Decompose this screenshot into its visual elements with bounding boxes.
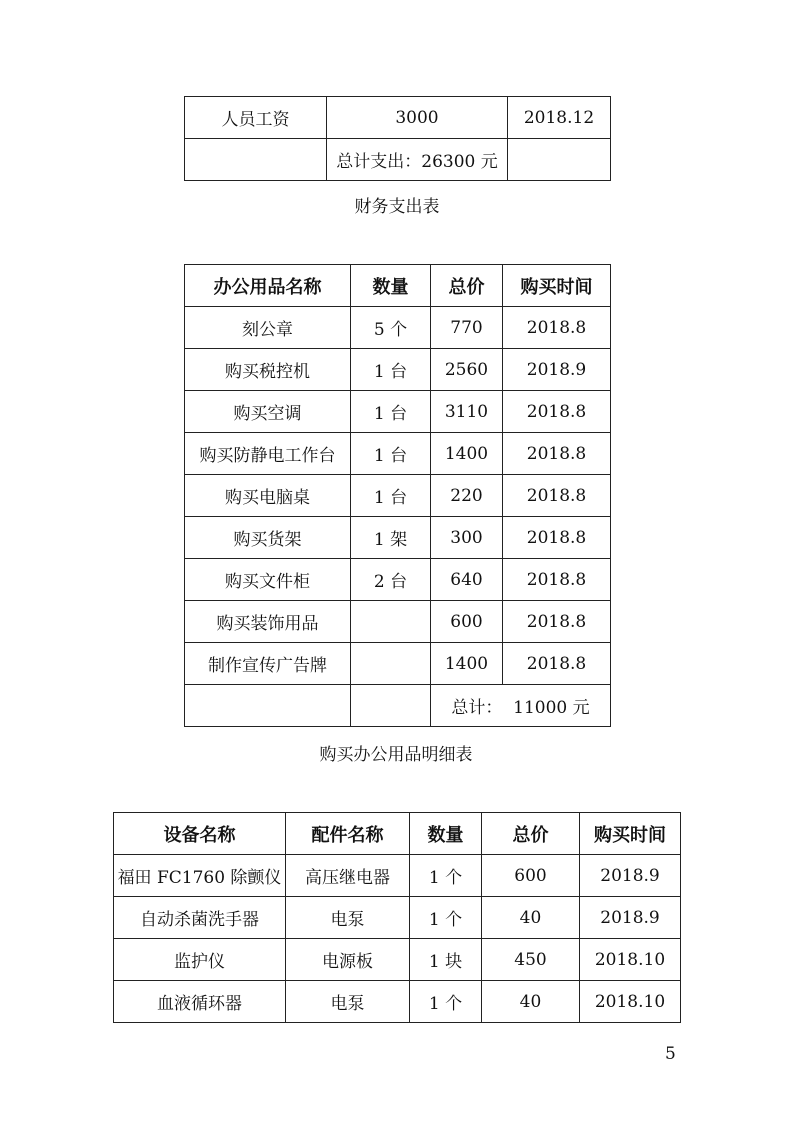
column-header: 配件名称 bbox=[286, 813, 410, 855]
column-header: 设备名称 bbox=[114, 813, 286, 855]
part-price-cell: 450 bbox=[482, 939, 580, 981]
column-header: 总价 bbox=[431, 265, 503, 307]
table-row bbox=[114, 939, 681, 981]
item-name-cell: 购买装饰用品 bbox=[185, 601, 351, 643]
table-row bbox=[114, 855, 681, 897]
part-date-cell: 2018.9 bbox=[580, 855, 681, 897]
column-header: 购买时间 bbox=[503, 265, 611, 307]
office-total-cell: 总计： 11000 元 bbox=[431, 685, 611, 727]
table-total-row bbox=[185, 685, 611, 727]
table-row bbox=[185, 433, 611, 475]
page-number: 5 bbox=[665, 1044, 676, 1064]
item-qty-cell bbox=[351, 643, 431, 685]
part-date-cell: 2018.10 bbox=[580, 939, 681, 981]
table-row bbox=[185, 391, 611, 433]
table-row bbox=[114, 897, 681, 939]
item-date-cell: 2018.8 bbox=[503, 559, 611, 601]
part-qty-cell: 1 个 bbox=[410, 897, 482, 939]
part-qty-cell: 1 个 bbox=[410, 981, 482, 1023]
item-name-cell: 刻公章 bbox=[185, 307, 351, 349]
part-name-cell: 电源板 bbox=[286, 939, 410, 981]
empty-cell bbox=[508, 139, 611, 181]
expense-item-cell: 人员工资 bbox=[185, 97, 327, 139]
item-qty-cell: 5 个 bbox=[351, 307, 431, 349]
part-qty-cell: 1 个 bbox=[410, 855, 482, 897]
item-qty-cell: 1 台 bbox=[351, 433, 431, 475]
table-row bbox=[185, 307, 611, 349]
part-name-cell: 高压继电器 bbox=[286, 855, 410, 897]
table-row bbox=[185, 475, 611, 517]
item-price-cell: 3110 bbox=[431, 391, 503, 433]
item-date-cell: 2018.9 bbox=[503, 349, 611, 391]
item-date-cell: 2018.8 bbox=[503, 475, 611, 517]
column-header: 购买时间 bbox=[580, 813, 681, 855]
item-qty-cell: 1 架 bbox=[351, 517, 431, 559]
table-row bbox=[185, 643, 611, 685]
item-qty-cell: 1 台 bbox=[351, 391, 431, 433]
item-price-cell: 220 bbox=[431, 475, 503, 517]
item-name-cell: 购买空调 bbox=[185, 391, 351, 433]
table-row bbox=[185, 559, 611, 601]
item-price-cell: 1400 bbox=[431, 643, 503, 685]
finance-table bbox=[184, 96, 611, 181]
item-price-cell: 770 bbox=[431, 307, 503, 349]
item-name-cell: 购买税控机 bbox=[185, 349, 351, 391]
device-name-cell: 福田 FC1760 除颤仪 bbox=[114, 855, 286, 897]
expense-date-cell: 2018.12 bbox=[508, 97, 611, 139]
part-date-cell: 2018.10 bbox=[580, 981, 681, 1023]
empty-cell bbox=[185, 139, 327, 181]
equipment-parts-table bbox=[113, 812, 681, 1023]
item-price-cell: 300 bbox=[431, 517, 503, 559]
item-name-cell: 购买电脑桌 bbox=[185, 475, 351, 517]
finance-table-caption: 财务支出表 bbox=[354, 197, 440, 217]
item-name-cell: 制作宣传广告牌 bbox=[185, 643, 351, 685]
table-row bbox=[185, 349, 611, 391]
part-price-cell: 600 bbox=[482, 855, 580, 897]
table-row bbox=[185, 601, 611, 643]
item-price-cell: 2560 bbox=[431, 349, 503, 391]
part-date-cell: 2018.9 bbox=[580, 897, 681, 939]
item-date-cell: 2018.8 bbox=[503, 517, 611, 559]
column-header: 办公用品名称 bbox=[185, 265, 351, 307]
table-header-row bbox=[114, 813, 681, 855]
item-date-cell: 2018.8 bbox=[503, 433, 611, 475]
device-name-cell: 监护仪 bbox=[114, 939, 286, 981]
office-table-caption: 购买办公用品明细表 bbox=[319, 745, 473, 765]
item-date-cell: 2018.8 bbox=[503, 307, 611, 349]
item-name-cell: 购买防静电工作台 bbox=[185, 433, 351, 475]
item-qty-cell: 1 台 bbox=[351, 475, 431, 517]
part-qty-cell: 1 块 bbox=[410, 939, 482, 981]
empty-cell bbox=[351, 685, 431, 727]
item-price-cell: 1400 bbox=[431, 433, 503, 475]
item-price-cell: 640 bbox=[431, 559, 503, 601]
item-name-cell: 购买货架 bbox=[185, 517, 351, 559]
expense-amount-cell: 3000 bbox=[327, 97, 508, 139]
part-name-cell: 电泵 bbox=[286, 897, 410, 939]
part-name-cell: 电泵 bbox=[286, 981, 410, 1023]
item-date-cell: 2018.8 bbox=[503, 601, 611, 643]
item-qty-cell: 1 台 bbox=[351, 349, 431, 391]
item-name-cell: 购买文件柜 bbox=[185, 559, 351, 601]
part-price-cell: 40 bbox=[482, 897, 580, 939]
item-price-cell: 600 bbox=[431, 601, 503, 643]
device-name-cell: 自动杀菌洗手器 bbox=[114, 897, 286, 939]
table-row bbox=[185, 97, 611, 139]
column-header: 数量 bbox=[351, 265, 431, 307]
column-header: 数量 bbox=[410, 813, 482, 855]
table-row bbox=[185, 517, 611, 559]
device-name-cell: 血液循环器 bbox=[114, 981, 286, 1023]
finance-total-cell: 总计支出：26300 元 bbox=[327, 139, 508, 181]
part-price-cell: 40 bbox=[482, 981, 580, 1023]
item-qty-cell bbox=[351, 601, 431, 643]
table-row bbox=[114, 981, 681, 1023]
table-total-row bbox=[185, 139, 611, 181]
item-date-cell: 2018.8 bbox=[503, 391, 611, 433]
item-qty-cell: 2 台 bbox=[351, 559, 431, 601]
item-date-cell: 2018.8 bbox=[503, 643, 611, 685]
empty-cell bbox=[185, 685, 351, 727]
office-supplies-table bbox=[184, 264, 611, 727]
column-header: 总价 bbox=[482, 813, 580, 855]
table-header-row bbox=[185, 265, 611, 307]
